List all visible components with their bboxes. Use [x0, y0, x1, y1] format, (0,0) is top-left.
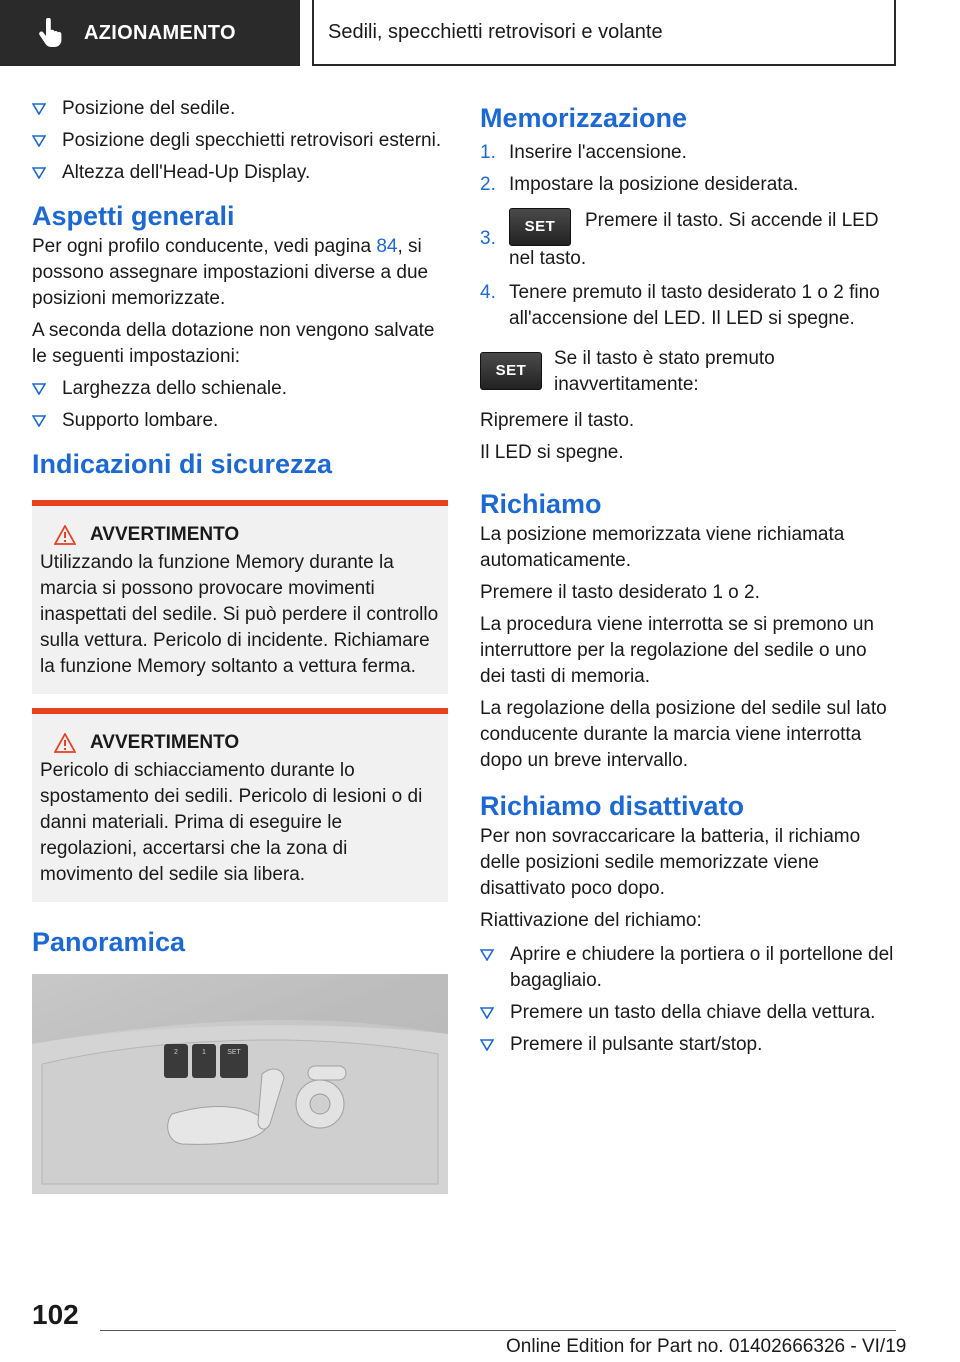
list-item: Larghezza dello schienale.: [32, 376, 448, 402]
list-item: Altezza dell'Head-Up Display.: [32, 160, 448, 186]
warning-text: Pericolo di schiacciamento durante lo spostamento dei sedili. Pericolo di lesioni o di danni materiali. Prima di eseguire le regolazioni, accertarsi che la zona di movimento del sedile sia libera.: [40, 760, 423, 885]
note-block: [480, 346, 896, 398]
svg-text:1: 1: [202, 1049, 206, 1056]
set-key-icon: SET: [509, 208, 571, 246]
hand-pointer-icon: [38, 18, 68, 48]
left-column: [32, 96, 448, 1194]
list-item: Posizione del sedile.: [32, 96, 448, 122]
heading-recall-off: Richiamo disattivato: [480, 791, 745, 821]
svg-text:SET: SET: [227, 1049, 241, 1056]
numbered-step: 4. Tenere premuto il tasto desiderato 1 o 2 fino all'accensione del LED. Il LED si spegne.: [480, 282, 880, 329]
paragraph: Ripremere il tasto.: [480, 410, 635, 431]
paragraph: La regolazione della posizione del sedile sul lato conducente durante la marcia viene interrotta dopo un breve intervallo.: [480, 698, 887, 771]
edition-text: Online Edition for Part no. 01402666326 - VI/19: [506, 1336, 907, 1357]
heading-recall: Richiamo: [480, 489, 602, 519]
warning-box: [32, 708, 448, 902]
warning-triangle-icon: [54, 525, 76, 545]
heading-overview: Panoramica: [32, 927, 186, 957]
paragraph: Riattivazione del richiamo:: [480, 910, 702, 931]
page-link[interactable]: 84: [376, 236, 398, 257]
page-number: 102: [32, 1299, 79, 1330]
heading-general: Aspetti generali: [32, 201, 235, 231]
heading-safety: Indicazioni di sicurezza: [32, 449, 333, 479]
svg-text:2: 2: [174, 1049, 178, 1056]
triangle-bullet-icon: [32, 378, 48, 400]
paragraph: Premere il tasto desiderato 1 o 2.: [480, 582, 760, 603]
numbered-step: 3. SET Premere il tasto. Si accende il LED nel tasto.: [480, 210, 879, 269]
triangle-bullet-icon: [480, 1034, 496, 1056]
triangle-bullet-icon: [480, 944, 496, 966]
footer-divider: [100, 1330, 896, 1331]
paragraph: La posizione memorizzata viene richiamata automaticamente.: [480, 524, 845, 571]
numbered-step: 2. Impostare la posizione desiderata.: [480, 174, 799, 195]
triangle-bullet-icon: [32, 410, 48, 432]
triangle-bullet-icon: [32, 130, 48, 152]
warning-text: Utilizzando la funzione Memory durante la marcia si possono provocare movimenti inaspettati del sedile. Si può perdere il controllo sulla vettura. Pericolo di incidente. Richiamare la funzione Memory soltanto a vettura ferma.: [40, 552, 439, 677]
seat-controls-photo: [32, 974, 448, 1194]
heading-memorization: Memorizzazione: [480, 103, 688, 133]
list-item: Supporto lombare.: [32, 408, 448, 434]
section-tab[interactable]: [0, 0, 300, 66]
seat-controls-illustration: [32, 974, 448, 1194]
warning-box: [32, 500, 448, 694]
list-item: Premere il pulsante start/stop.: [480, 1032, 896, 1058]
triangle-bullet-icon: [32, 98, 48, 120]
warning-title: AVVERTIMENTO: [90, 524, 240, 545]
triangle-bullet-icon: [32, 162, 48, 184]
numbered-step: 1. Inserire l'accensione.: [480, 142, 687, 163]
paragraph: Per ogni profilo conducente, vedi pagina 84, si possono assegnare impostazioni diverse a due posizioni memorizzate.: [32, 236, 429, 309]
paragraph: Per non sovraccaricare la batteria, il richiamo delle posizioni sedile memorizzate viene disattivato poco dopo.: [480, 826, 861, 899]
list-item: Aprire e chiudere la portiera o il portellone del bagagliaio.: [480, 942, 896, 994]
warning-title: AVVERTIMENTO: [90, 732, 240, 753]
warning-triangle-icon: [54, 733, 76, 753]
triangle-bullet-icon: [480, 1002, 496, 1024]
paragraph: Il LED si spegne.: [480, 442, 624, 463]
chapter-title: Sedili, specchietti retrovisori e volante: [312, 0, 896, 66]
paragraph: A seconda della dotazione non vengono salvate le seguenti impostazioni:: [32, 320, 435, 367]
note-text: Se il tasto è stato premuto inavvertitamente:: [554, 348, 775, 395]
section-tab-label: AZIONAMENTO: [84, 21, 236, 44]
set-key-icon: SET: [480, 352, 542, 390]
paragraph: La procedura viene interrotta se si premono un interruttore per la regolazione del sedile o uno dei tasti di memoria.: [480, 614, 874, 687]
list-item: Premere un tasto della chiave della vettura.: [480, 1000, 896, 1026]
right-column: [480, 96, 896, 1064]
list-item: Posizione degli specchietti retrovisori esterni.: [32, 128, 448, 154]
